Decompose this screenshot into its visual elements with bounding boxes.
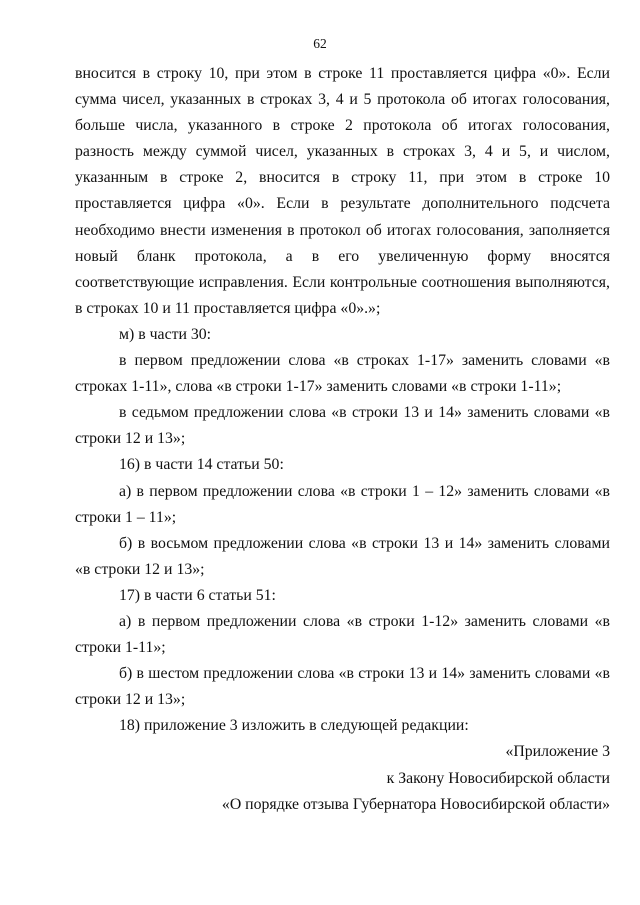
page-number: 62 [313,36,327,51]
paragraph-item-16b: б) в восьмом предложении слова «в строки 13 и 14» заменить словами «в строки 12 и 13»; [75,534,610,578]
document-body [75,61,610,818]
paragraph-continuation: вносится в строку 10, при этом в строке 11 проставляется цифра «0». Если сумма чисел, указанных в строках 3, 4 и 5 протокола об итогах голосования, больше числа, указанного в строке 2 протокола об итогах голосования, разность между суммой чисел, указанных в строках 3, 4 и 5, и числом, указанным в строке 2, вносится в строку 11, при этом в строке 10 проставляется цифра «0». Если в результате дополнительного подсчета необходимо внести изменения в протокол об итогах голосования, заполняется новый бланк протокола, а в его увеличенную форму вносятся соответствующие исправления. Если контрольные соотношения выполняются, в строках 10 и 11 проставляется цифра «0».»; [75,65,610,317]
paragraph-item-16a: а) в первом предложении слова «в строки 1 – 12» заменить словами «в строки 1 – 11»; [75,482,610,526]
appendix-heading-line-3: «О порядке отзыва Губернатора Новосибирской области» [221,795,610,813]
appendix-heading-line-1: «Приложение 3 [505,743,610,761]
paragraph-item-17a: а) в первом предложении слова «в строки 1-12» заменить словами «в строки 1-11»; [75,612,610,657]
paragraph-item-16: 16) в части 14 статьи 50: [119,456,284,474]
appendix-heading-line-2: к Закону Новосибирской области [386,769,610,787]
paragraph-item-17b: б) в шестом предложении слова «в строки 13 и 14» заменить словами «в строки 12 и 13»; [75,665,610,709]
paragraph-item-17: 17) в части 6 статьи 51: [119,586,276,604]
paragraph-seventh-sentence-change: в седьмом предложении слова «в строки 13 и 14» заменить словами «в строки 12 и 13»; [75,404,610,448]
paragraph-item-18: 18) приложение 3 изложить в следующей редакции: [119,717,469,735]
paragraph-first-sentence-change: в первом предложении слова «в строках 1-17» заменить словами «в строках 1-11», слова «в строки 1-17» заменить словами «в строки 1-11»; [75,352,610,396]
paragraph-item-m: м) в части 30: [119,325,212,343]
